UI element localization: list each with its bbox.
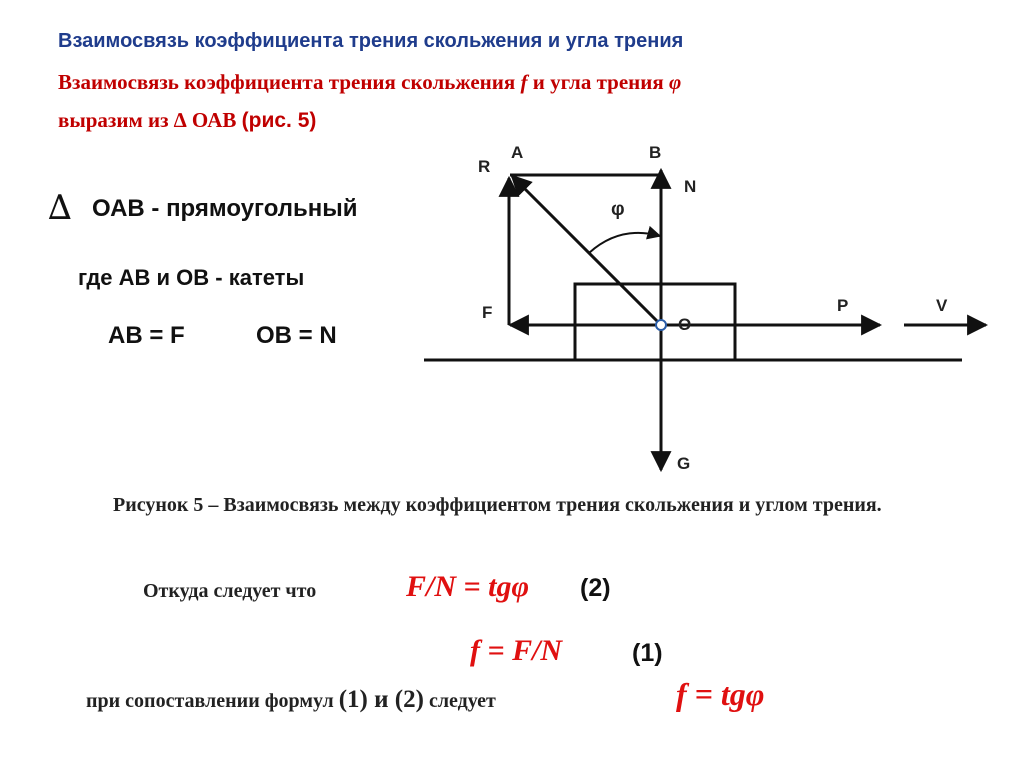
- subtitle-text-2a: выразим из: [58, 108, 174, 132]
- triangle-statement: ОАВ - прямоугольный: [92, 195, 358, 222]
- label-phi: φ: [611, 199, 625, 220]
- comparison-ref-1: (1): [338, 686, 368, 713]
- ob-equation: ОВ = N: [256, 322, 337, 349]
- subtitle-text-1b: и угла трения: [527, 70, 669, 94]
- comparison-and: и: [367, 686, 395, 713]
- subtitle-f: f: [520, 70, 528, 94]
- subtitle-phi: φ: [668, 70, 682, 94]
- comparison-text-b: следует: [423, 690, 496, 712]
- subtitle-text-2b: ОАВ: [186, 108, 242, 132]
- formula-prefix: Откуда следует что: [143, 580, 317, 602]
- page-title: Взаимосвязь коэффициента трения скольжения и угла трения: [58, 30, 684, 52]
- legs-statement: где АВ и ОВ - катеты: [78, 265, 305, 290]
- angle-phi-arc: [589, 233, 660, 253]
- subtitle-triangle: ∆: [173, 108, 187, 132]
- label-o: O: [678, 315, 692, 334]
- block-body: [575, 284, 735, 360]
- label-b: B: [649, 143, 662, 162]
- formula-1-number: (1): [632, 639, 663, 667]
- point-o: [656, 320, 666, 330]
- label-a: A: [511, 143, 524, 162]
- subtitle-figure-ref: (рис. 5): [241, 109, 317, 132]
- formula-1: f = F/N: [470, 634, 563, 667]
- comparison-statement: [86, 686, 496, 714]
- label-n: N: [684, 177, 697, 196]
- ab-equation: АВ = F: [108, 322, 185, 349]
- comparison-text-a: при сопоставлении формул: [86, 690, 339, 712]
- label-r: R: [478, 157, 491, 176]
- subtitle-text-1a: Взаимосвязь коэффициента трения скольжения: [58, 70, 521, 94]
- label-p: P: [837, 296, 849, 315]
- figure-caption: Рисунок 5 – Взаимосвязь между коэффициентом трения скольжения и углом трения.: [113, 494, 882, 516]
- comparison-ref-2: (2): [394, 686, 424, 713]
- vector-r: [512, 176, 661, 325]
- formula-2: F/N = tgφ: [406, 570, 529, 603]
- label-g: G: [677, 454, 691, 473]
- final-formula: f = tgφ: [676, 676, 765, 712]
- triangle-symbol: ∆: [48, 188, 72, 228]
- label-f: F: [482, 303, 493, 322]
- formula-2-number: (2): [580, 574, 611, 602]
- label-v: V: [936, 296, 948, 315]
